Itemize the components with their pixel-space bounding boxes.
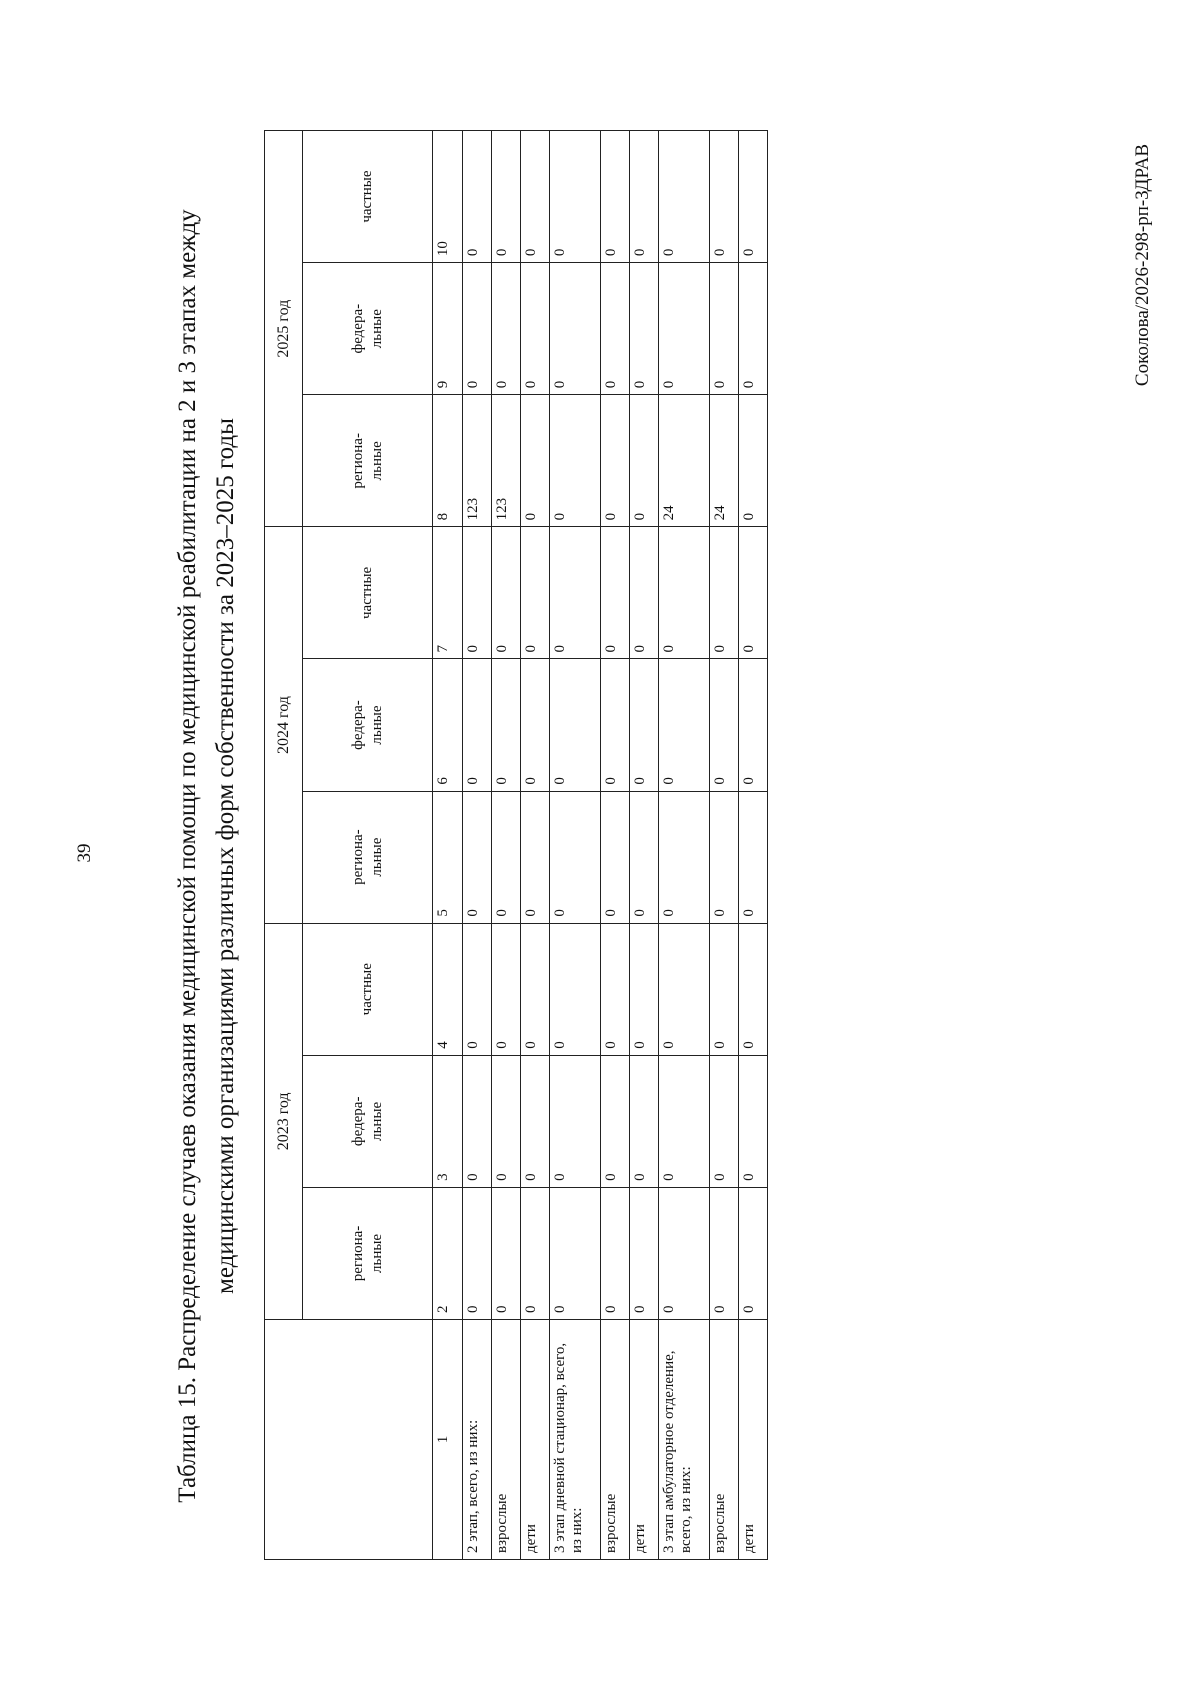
table-row — [520, 131, 549, 1560]
table-wrap — [264, 130, 768, 1560]
value-cell: 0 — [463, 131, 492, 263]
value-cell: 0 — [601, 1055, 630, 1187]
ownership-header-regional: региона- льные — [303, 1187, 433, 1319]
value-cell: 24 — [658, 395, 709, 527]
value-cell: 0 — [658, 1187, 709, 1319]
value-cell: 0 — [601, 263, 630, 395]
label-column-header — [265, 1320, 433, 1560]
value-cell: 0 — [629, 923, 658, 1055]
value-cell: 0 — [601, 395, 630, 527]
value-cell: 0 — [658, 131, 709, 263]
value-cell: 0 — [629, 395, 658, 527]
table-caption-wrap — [167, 96, 247, 1616]
row-label: взрослые — [601, 1320, 630, 1560]
value-cell: 0 — [549, 791, 600, 923]
column-index-cell: 2 — [433, 1187, 463, 1319]
column-index-cell: 9 — [433, 263, 463, 395]
value-cell: 0 — [549, 923, 600, 1055]
value-cell: 0 — [549, 1187, 600, 1319]
value-cell: 0 — [520, 131, 549, 263]
table-row — [658, 131, 709, 1560]
value-cell: 0 — [658, 659, 709, 791]
value-cell: 0 — [520, 791, 549, 923]
value-cell: 0 — [739, 263, 768, 395]
row-label: 3 этап амбулаторное отделение, всего, из них: — [658, 1320, 709, 1560]
value-cell: 0 — [601, 791, 630, 923]
value-cell: 123 — [491, 395, 520, 527]
value-cell: 0 — [739, 395, 768, 527]
column-index-cell: 3 — [433, 1055, 463, 1187]
value-cell: 0 — [601, 131, 630, 263]
value-cell: 0 — [491, 527, 520, 659]
column-index-cell: 4 — [433, 923, 463, 1055]
ownership-header-regional: региона- льные — [303, 395, 433, 527]
column-index-cell: 10 — [433, 131, 463, 263]
table-row — [601, 131, 630, 1560]
value-cell: 0 — [549, 395, 600, 527]
table-row — [491, 131, 520, 1560]
row-label: 2 этап, всего, из них: — [463, 1320, 492, 1560]
column-index-cell: 5 — [433, 791, 463, 923]
value-cell: 0 — [629, 791, 658, 923]
row-label: взрослые — [710, 1320, 739, 1560]
value-cell: 0 — [463, 923, 492, 1055]
value-cell: 0 — [739, 791, 768, 923]
table-caption-line-2: медицинскими организациями различных форм собственности за 2023–2025 годы — [212, 418, 239, 1294]
column-index-cell: 6 — [433, 659, 463, 791]
document-footer — [1123, 80, 1163, 450]
value-cell: 0 — [549, 527, 600, 659]
table-row — [739, 131, 768, 1560]
value-cell: 0 — [629, 527, 658, 659]
rotated-table-container — [264, 130, 768, 1560]
ownership-header-federal: федера- льные — [303, 659, 433, 791]
column-index-cell: 1 — [433, 1320, 463, 1560]
value-cell: 0 — [739, 1187, 768, 1319]
value-cell: 0 — [520, 527, 549, 659]
value-cell: 0 — [629, 263, 658, 395]
value-cell: 0 — [658, 923, 709, 1055]
ownership-header-regional: региона- льные — [303, 791, 433, 923]
value-cell: 0 — [491, 1055, 520, 1187]
value-cell: 0 — [463, 791, 492, 923]
value-cell: 0 — [463, 527, 492, 659]
value-cell: 0 — [491, 131, 520, 263]
value-cell: 0 — [549, 1055, 600, 1187]
value-cell: 0 — [520, 395, 549, 527]
page-number: 39 — [74, 843, 95, 863]
value-cell: 0 — [520, 659, 549, 791]
column-index-row — [433, 131, 463, 1560]
value-cell: 0 — [549, 263, 600, 395]
value-cell: 0 — [601, 923, 630, 1055]
value-cell: 0 — [463, 1187, 492, 1319]
ownership-header-private: частные — [303, 923, 433, 1055]
value-cell: 24 — [710, 395, 739, 527]
value-cell: 0 — [520, 1055, 549, 1187]
row-label: дети — [629, 1320, 658, 1560]
value-cell: 0 — [601, 1187, 630, 1319]
value-cell: 0 — [710, 791, 739, 923]
value-cell: 0 — [491, 923, 520, 1055]
value-cell: 0 — [739, 527, 768, 659]
table-row — [710, 131, 739, 1560]
value-cell: 0 — [710, 923, 739, 1055]
value-cell: 0 — [520, 923, 549, 1055]
value-cell: 0 — [549, 131, 600, 263]
value-cell: 0 — [629, 1055, 658, 1187]
year-header-row — [265, 131, 303, 1560]
value-cell: 0 — [710, 131, 739, 263]
value-cell: 0 — [463, 263, 492, 395]
table-caption-line-1: Таблица 15. Распределение случаев оказания медицинской помощи по медицинской реабилитации на 2 и 3 этапах между — [174, 209, 201, 1503]
table-caption — [169, 96, 245, 1616]
rehabilitation-table — [264, 130, 768, 1560]
ownership-header-private: частные — [303, 527, 433, 659]
value-cell: 0 — [601, 527, 630, 659]
row-label: взрослые — [491, 1320, 520, 1560]
value-cell: 0 — [710, 527, 739, 659]
value-cell: 0 — [549, 659, 600, 791]
row-label: дети — [739, 1320, 768, 1560]
value-cell: 0 — [710, 1055, 739, 1187]
value-cell: 0 — [658, 791, 709, 923]
value-cell: 123 — [463, 395, 492, 527]
year-header-2025: 2025 год — [265, 131, 303, 527]
value-cell: 0 — [739, 659, 768, 791]
value-cell: 0 — [520, 263, 549, 395]
value-cell: 0 — [629, 131, 658, 263]
value-cell: 0 — [520, 1187, 549, 1319]
value-cell: 0 — [629, 659, 658, 791]
value-cell: 0 — [491, 1187, 520, 1319]
table-row — [629, 131, 658, 1560]
document-code: Соколова/2026-298-рп-ЗДРАВ — [1132, 143, 1153, 387]
value-cell: 0 — [710, 263, 739, 395]
table-body — [463, 131, 768, 1560]
row-label: 3 этап дневной стационар, всего, из них: — [549, 1320, 600, 1560]
value-cell: 0 — [658, 527, 709, 659]
value-cell: 0 — [491, 791, 520, 923]
value-cell: 0 — [739, 1055, 768, 1187]
ownership-header-federal: федера- льные — [303, 1055, 433, 1187]
value-cell: 0 — [710, 659, 739, 791]
value-cell: 0 — [658, 1055, 709, 1187]
year-header-2024: 2024 год — [265, 527, 303, 923]
year-header-2023: 2023 год — [265, 923, 303, 1319]
value-cell: 0 — [491, 659, 520, 791]
value-cell: 0 — [710, 1187, 739, 1319]
value-cell: 0 — [491, 263, 520, 395]
row-label: дети — [520, 1320, 549, 1560]
column-index-cell: 7 — [433, 527, 463, 659]
value-cell: 0 — [739, 131, 768, 263]
value-cell: 0 — [463, 659, 492, 791]
column-index-cell: 8 — [433, 395, 463, 527]
value-cell: 0 — [658, 263, 709, 395]
table-row — [463, 131, 492, 1560]
value-cell: 0 — [463, 1055, 492, 1187]
value-cell: 0 — [739, 923, 768, 1055]
ownership-header-federal: федера- льные — [303, 263, 433, 395]
ownership-header-private: частные — [303, 131, 433, 263]
table-row — [549, 131, 600, 1560]
value-cell: 0 — [629, 1187, 658, 1319]
value-cell: 0 — [601, 659, 630, 791]
